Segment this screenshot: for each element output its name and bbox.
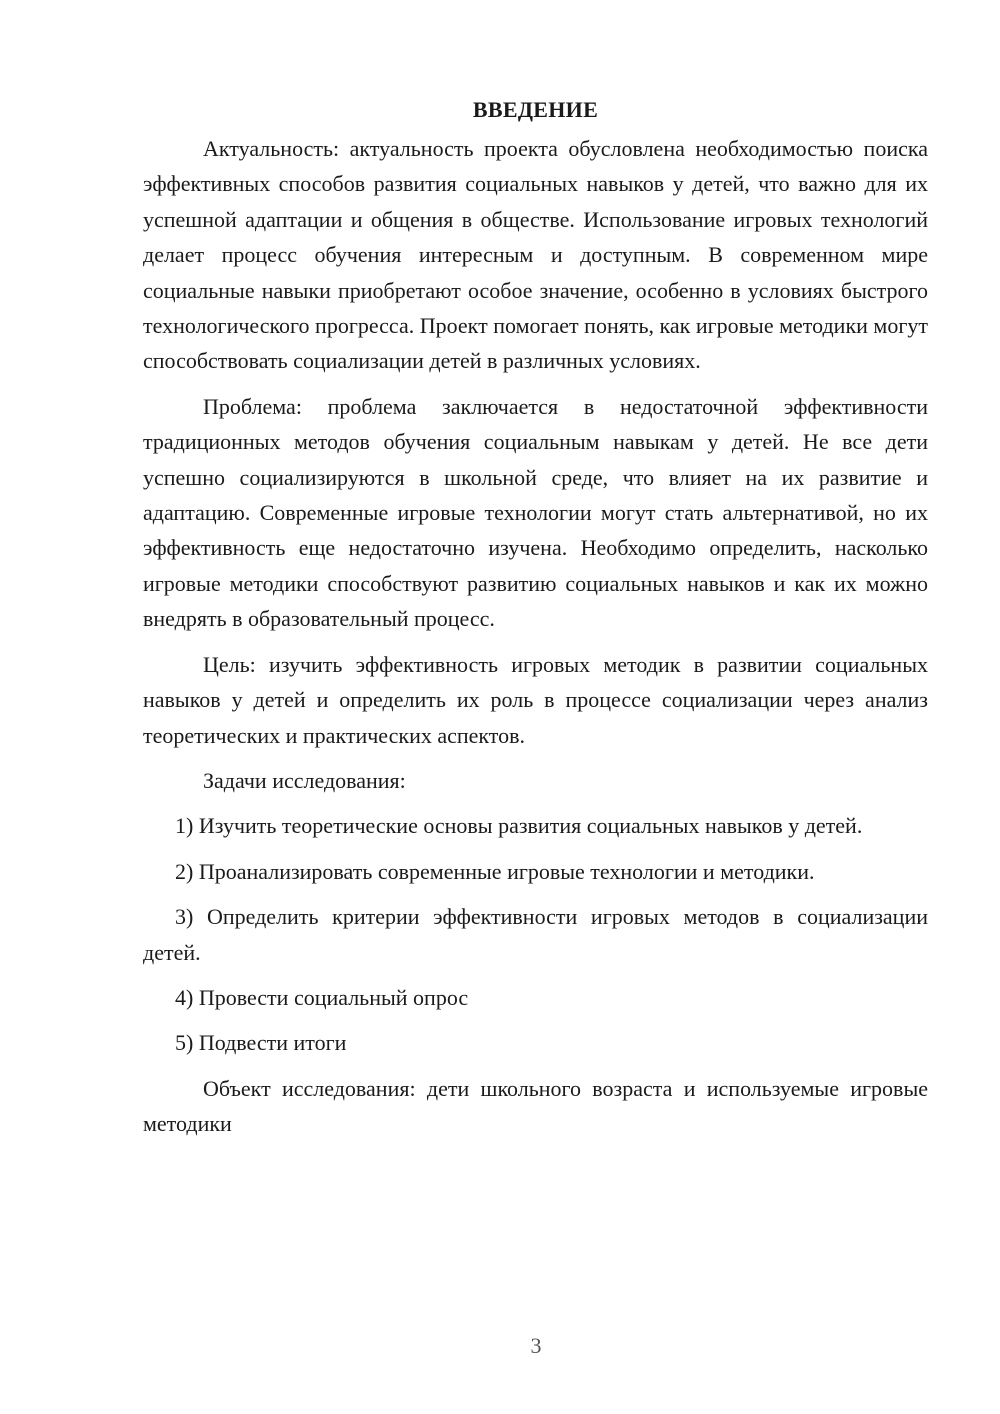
relevance-paragraph: Актуальность: актуальность проекта обусловлена необходимостью поиска эффективных способов развития социальных навыков у детей, что важно для их успешной адаптации и общения в обществе. Использование игровых технологий делает процесс обучения интересным и доступным. В современном мире социальные навыки приобретают особое значение, особенно в условиях быстрого технологического прогресса. Проект помогает понять, как игровые методики могут способствовать социализации детей в различных условиях. — [143, 136, 928, 374]
page-number: 3 — [530, 1333, 542, 1358]
goal-paragraph: Цель: изучить эффективность игровых методик в развитии социальных навыков у детей и определить их роль в процессе социализации через анализ теоретических и практических аспектов. — [143, 651, 928, 748]
task-item: 5) Подвести итоги — [175, 1030, 347, 1056]
task-item: 3) Определить критерии эффективности игровых методов в социализации детей. — [143, 904, 928, 965]
document-page — [143, 92, 928, 1152]
task-item: 2) Проанализировать современные игровые технологии и методики. — [175, 858, 815, 884]
problem-paragraph: Проблема: проблема заключается в недостаточной эффективности традиционных методов обучения социальным навыкам у детей. Не все дети успешно социализируются в школьной среде, что влияет на их развитие и адаптацию. Современные игровые технологии могут стать альтернативой, но их эффективность еще недостаточно изучена. Необходимо определить, насколько игровые методики способствуют развитию социальных навыков и как их можно внедрять в образовательный процесс. — [143, 393, 928, 632]
task-item: 4) Провести социальный опрос — [175, 984, 469, 1010]
object-paragraph: Объект исследования: дети школьного возраста и используемые игровые методики — [143, 1075, 928, 1137]
section-title: ВВЕДЕНИЕ — [472, 97, 599, 122]
task-item: 1) Изучить теоретические основы развития социальных навыков у детей. — [175, 813, 863, 839]
tasks-heading: Задачи исследования: — [203, 767, 406, 793]
